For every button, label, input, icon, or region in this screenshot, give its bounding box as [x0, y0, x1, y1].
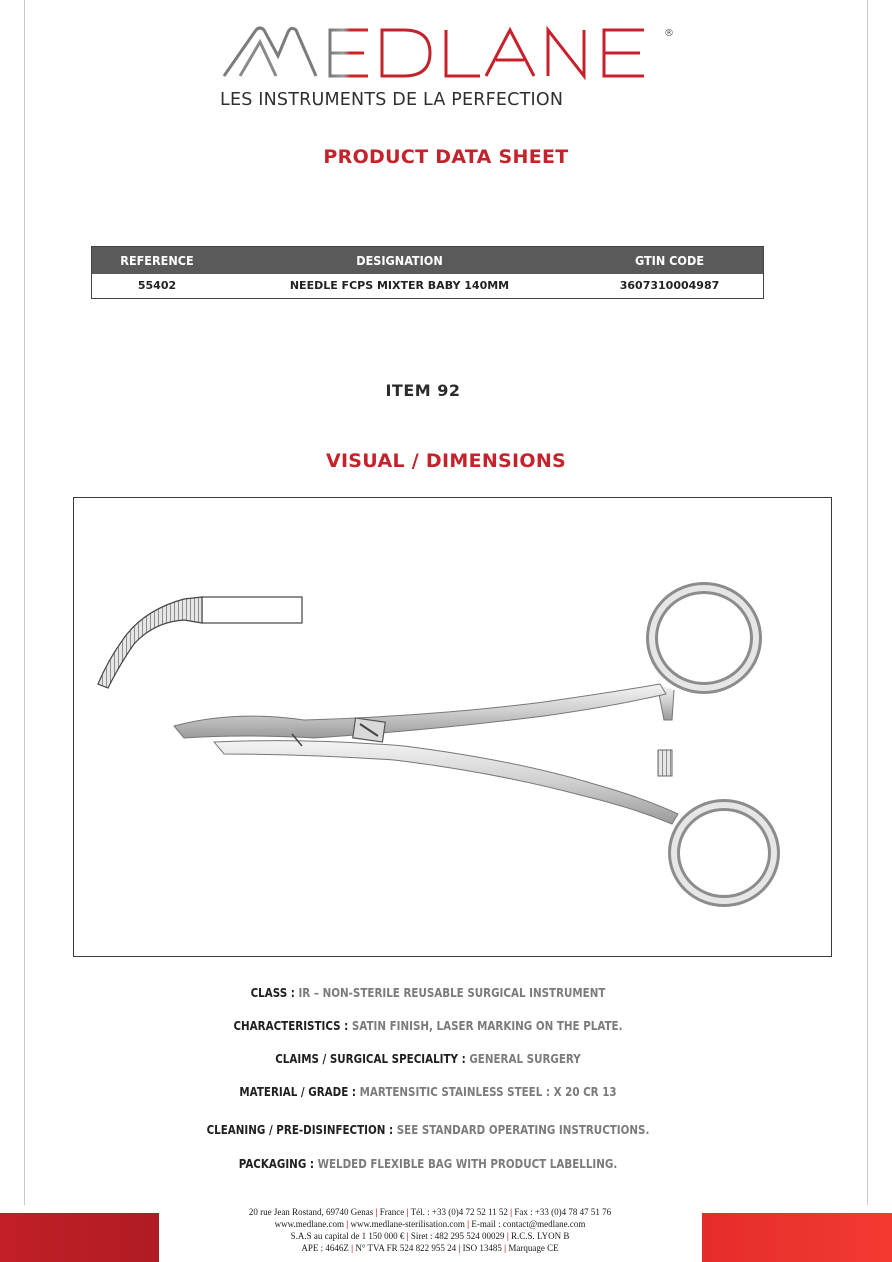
upper-shaft	[174, 684, 666, 738]
product-data-sheet-title: PRODUCT DATA SHEET	[323, 146, 569, 168]
upper-ring-handle	[652, 588, 756, 720]
website-link[interactable]: www.medlane.com	[274, 1219, 345, 1229]
footer-line-registration: APE : 4646Z | N° TVA FR 524 822 955 24 | ISO 13485 | Marquage CE	[301, 1243, 559, 1253]
cell-gtin-code: 3607310004987	[619, 279, 720, 292]
footer-line-web: www.medlane.com | www.medlane-sterilisation.com | E-mail : contact@medlane.com	[274, 1219, 586, 1229]
table-header	[92, 247, 763, 274]
footer-line-legal: S.A.S au capital de 1 150 000 € | Siret : 482 295 524 00029 | R.C.S. LYON B	[290, 1231, 570, 1241]
footer-line-address: 20 rue Jean Rostand, 69740 Genas | France | Tél. : +33 (0)4 72 52 11 52 | Fax : +33 (0)4 78 47 51 76	[248, 1207, 612, 1217]
spec-claims: CLAIMS / SURGICAL SPECIALITY : GENERAL SURGERY	[275, 1052, 581, 1066]
needle-holder-forceps-illustration	[74, 498, 833, 958]
header-reference: REFERENCE	[120, 253, 194, 268]
lower-ring-handle	[658, 750, 774, 901]
header-designation: DESIGNATION	[356, 253, 443, 268]
page-border-right	[867, 0, 868, 1205]
medlane-logo	[218, 20, 678, 90]
page-border-left	[24, 0, 25, 1205]
brand-tagline: LES INSTRUMENTS DE LA PERFECTION	[220, 90, 564, 110]
visual-dimensions-title: VISUAL / DIMENSIONS	[325, 450, 567, 472]
reference-table	[91, 246, 764, 299]
sterilisation-website-link[interactable]: www.medlane-sterilisation.com	[350, 1219, 465, 1229]
registered-mark: ®	[664, 28, 674, 39]
item-label: ITEM 92	[385, 381, 461, 400]
spec-material: MATERIAL / GRADE : MARTENSITIC STAINLESS STEEL : X 20 CR 13	[239, 1085, 617, 1099]
lower-shaft	[214, 741, 678, 824]
table-row	[92, 274, 763, 297]
footer-contact	[0, 1206, 860, 1254]
header-gtin-code: GTIN CODE	[634, 253, 705, 268]
tip-detail-inset	[98, 597, 302, 688]
visual-dimensions-box	[73, 497, 832, 957]
cell-designation: NEEDLE FCPS MIXTER BABY 140MM	[289, 279, 510, 292]
spec-class: CLASS : IR – NON-STERILE REUSABLE SURGICAL INSTRUMENT	[250, 986, 606, 1000]
email-link[interactable]: E-mail : contact@medlane.com	[471, 1219, 586, 1229]
spec-cleaning: CLEANING / PRE-DISINFECTION : SEE STANDARD OPERATING INSTRUCTIONS.	[206, 1123, 650, 1137]
cell-reference: 55402	[137, 279, 177, 292]
spec-packaging: PACKAGING : WELDED FLEXIBLE BAG WITH PRODUCT LABELLING.	[238, 1157, 618, 1171]
spec-characteristics: CHARACTERISTICS : SATIN FINISH, LASER MARKING ON THE PLATE.	[233, 1019, 623, 1033]
